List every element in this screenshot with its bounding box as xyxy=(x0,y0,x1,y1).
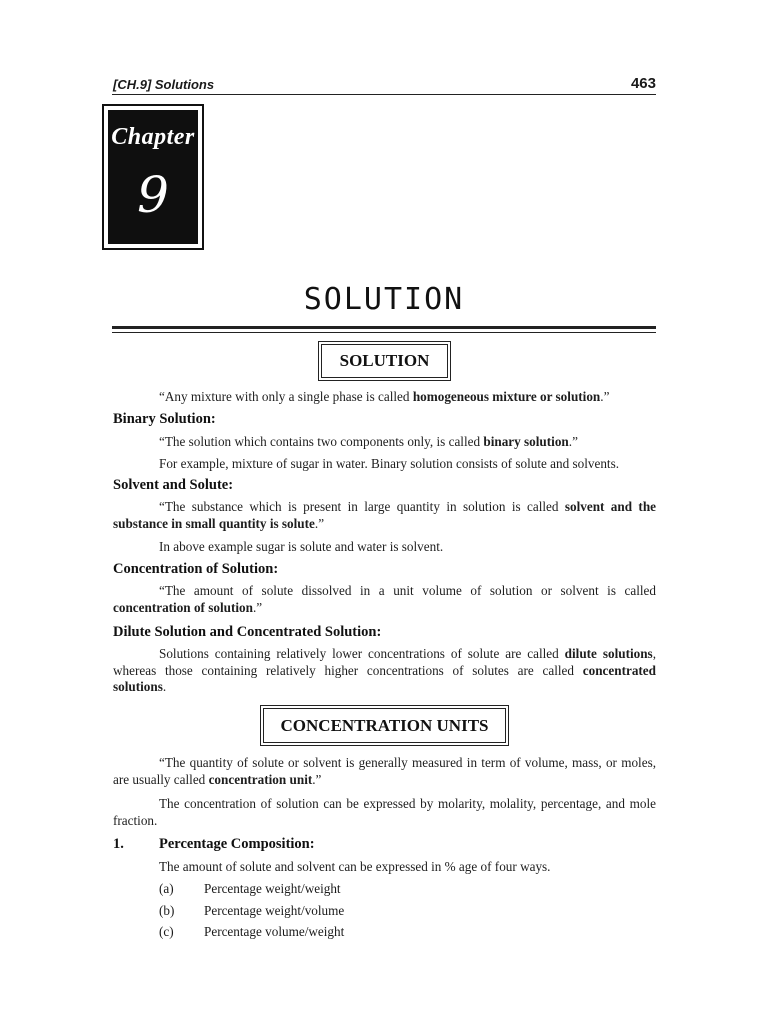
binary-def-term: binary solution xyxy=(483,434,569,449)
heading-solvent-and-solute: Solvent and Solute: xyxy=(113,477,234,493)
unit-def-text: “The quantity of solute or solvent is generally measured in term of volume, mass, or moles, are usually called xyxy=(113,755,656,787)
heading-dilute-and-concentrated: Dilute Solution and Concentrated Solution: xyxy=(113,624,382,640)
chapter-word: Chapter xyxy=(111,124,195,150)
dilute-concentrated-paragraph xyxy=(113,646,656,696)
chapter-badge xyxy=(102,104,204,250)
solvent-def-text: “The substance which is present in large quantity in solution is called xyxy=(159,499,565,514)
section-heading-solution: SOLUTION xyxy=(321,344,448,378)
list-item xyxy=(159,903,344,919)
concentration-def-term: concentration of solution xyxy=(113,599,253,615)
binary-def-end: .” xyxy=(568,434,578,449)
binary-def-text: “The solution which contains two components only, is called xyxy=(159,434,484,449)
expression-methods-paragraph: The concentration of solution can be expressed by molarity, molality, percentage, and mole fraction. xyxy=(113,796,656,828)
intro-bold-term: homogeneous mixture or solution xyxy=(412,389,601,404)
chapter-badge-inner xyxy=(108,110,198,244)
solvent-def-term: solvent and the substance in small quantity is solute xyxy=(113,499,657,531)
dilute-text-3: . xyxy=(162,679,167,694)
binary-example: For example, mixture of sugar in water. Binary solution consists of solute and solvents. xyxy=(159,456,620,471)
heading-concentration-of-solution: Concentration of Solution: xyxy=(113,561,279,577)
heading-text: Percentage Composition: xyxy=(159,836,315,852)
dilute-term: dilute solutions xyxy=(564,646,653,661)
unit-def-term: concentration unit xyxy=(208,771,313,787)
dilute-text-1: Solutions containing relatively lower concentrations of solute are called xyxy=(159,646,565,661)
solvent-solute-definition xyxy=(113,499,656,532)
list-text: Percentage volume/weight xyxy=(204,924,345,939)
title-rule-thick xyxy=(112,326,656,329)
section-heading-concentration-units: CONCENTRATION UNITS xyxy=(263,708,506,743)
list-marker: (c) xyxy=(159,924,174,939)
intro-text: “Any mixture with only a single phase is called xyxy=(159,389,413,404)
header-rule xyxy=(112,94,656,95)
percentage-intro: The amount of solute and solvent can be expressed in % age of four ways. xyxy=(159,859,551,874)
concentration-unit-definition xyxy=(113,755,656,788)
concentration-def-text: “The amount of solute dissolved in a unit volume of solution or solvent is called xyxy=(159,583,656,598)
heading-number: 1. xyxy=(113,836,124,852)
chapter-number: 9 xyxy=(137,166,169,224)
list-text: Percentage weight/weight xyxy=(204,881,341,896)
dilute-text-2: , whereas those containing relatively higher concentrations of solutes are called xyxy=(113,646,656,678)
list-marker: (a) xyxy=(159,881,174,896)
heading-percentage-composition xyxy=(113,836,315,853)
list-text: Percentage weight/volume xyxy=(204,903,345,918)
intro-end: .” xyxy=(600,389,610,404)
list-item xyxy=(159,924,344,940)
list-item xyxy=(159,881,341,897)
chapter-title: SOLUTION xyxy=(303,282,465,317)
page-number: 463 xyxy=(630,75,656,92)
unit-def-end: .” xyxy=(312,771,322,787)
solvent-solute-example: In above example sugar is solute and water is solvent. xyxy=(159,539,444,554)
intro-paragraph xyxy=(113,389,656,406)
solvent-def-end: .” xyxy=(314,515,325,531)
section-heading-box-concentration-units xyxy=(260,705,509,746)
concentration-def-end: .” xyxy=(252,599,263,615)
concentrated-term: concentrated solutions xyxy=(113,662,656,694)
concentration-definition xyxy=(113,583,656,616)
binary-definition xyxy=(159,434,656,451)
running-head: [CH.9] Solutions xyxy=(113,77,215,92)
section-heading-box-solution xyxy=(318,341,451,381)
title-rule-thin xyxy=(112,332,656,333)
list-marker: (b) xyxy=(159,903,175,918)
heading-binary-solution: Binary Solution: xyxy=(113,411,216,427)
